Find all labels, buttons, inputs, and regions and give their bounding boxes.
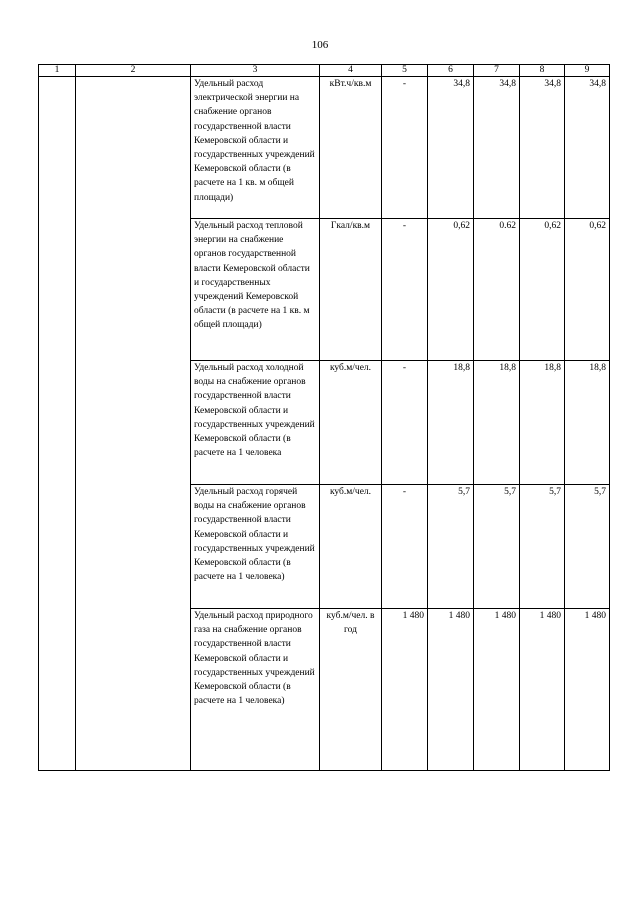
value-col5: - xyxy=(382,361,428,485)
value-col8: 1 480 xyxy=(520,609,565,771)
value-col8: 18,8 xyxy=(520,361,565,485)
unit-cell: куб.м/чел. xyxy=(320,485,382,609)
column-header: 5 xyxy=(382,65,428,77)
value-col6: 0,62 xyxy=(428,219,474,361)
column-2-cell xyxy=(76,77,191,771)
indicator-description: Удельный расход электрической энергии на снабжение органов государственной власти Кемеровской области и государственных учреждений Кемеровской области (в расчете на 1 кв. м общей площади) xyxy=(191,77,320,219)
column-1-cell xyxy=(39,77,76,771)
value-col6: 18,8 xyxy=(428,361,474,485)
value-col9: 5,7 xyxy=(565,485,610,609)
column-header: 3 xyxy=(191,65,320,77)
value-col9: 1 480 xyxy=(565,609,610,771)
unit-cell: Гкал/кв.м xyxy=(320,219,382,361)
indicator-description: Удельный расход холодной воды на снабжение органов государственной власти Кемеровской области и государственных учреждений Кемеровской области (в расчете на 1 человека xyxy=(191,361,320,485)
column-header: 6 xyxy=(428,65,474,77)
value-col7: 18,8 xyxy=(474,361,520,485)
indicators-table xyxy=(38,64,610,771)
indicator-description: Удельный расход горячей воды на снабжение органов государственной власти Кемеровской области и государственных учреждений Кемеровской области (в расчете на 1 человека) xyxy=(191,485,320,609)
unit-cell: куб.м/чел. xyxy=(320,361,382,485)
column-header: 4 xyxy=(320,65,382,77)
value-col5: - xyxy=(382,77,428,219)
column-header: 7 xyxy=(474,65,520,77)
page-number: 106 xyxy=(311,39,329,51)
value-col7: 5,7 xyxy=(474,485,520,609)
column-header: 2 xyxy=(76,65,191,77)
value-col7: 34,8 xyxy=(474,77,520,219)
table-row xyxy=(39,77,610,219)
indicator-description: Удельный расход природного газа на снабжение органов государственной власти Кемеровской области и государственных учреждений Кемеровской области (в расчете на 1 человека) xyxy=(191,609,320,771)
value-col8: 0,62 xyxy=(520,219,565,361)
value-col6: 1 480 xyxy=(428,609,474,771)
value-col8: 34,8 xyxy=(520,77,565,219)
unit-cell: кВт.ч/кв.м xyxy=(320,77,382,219)
value-col6: 34,8 xyxy=(428,77,474,219)
indicator-description: Удельный расход тепловой энергии на снабжение органов государственной власти Кемеровской области и государственных учреждений Кемеровской области (в расчете на 1 кв. м общей площади) xyxy=(191,219,320,361)
value-col9: 34,8 xyxy=(565,77,610,219)
column-header: 1 xyxy=(39,65,76,77)
unit-cell: куб.м/чел. в год xyxy=(320,609,382,771)
value-col5: 1 480 xyxy=(382,609,428,771)
value-col5: - xyxy=(382,219,428,361)
column-header: 9 xyxy=(565,65,610,77)
column-header: 8 xyxy=(520,65,565,77)
value-col5: - xyxy=(382,485,428,609)
column-number-row xyxy=(39,65,610,77)
value-col6: 5,7 xyxy=(428,485,474,609)
value-col9: 18,8 xyxy=(565,361,610,485)
value-col7: 0.62 xyxy=(474,219,520,361)
value-col8: 5,7 xyxy=(520,485,565,609)
value-col7: 1 480 xyxy=(474,609,520,771)
value-col9: 0,62 xyxy=(565,219,610,361)
